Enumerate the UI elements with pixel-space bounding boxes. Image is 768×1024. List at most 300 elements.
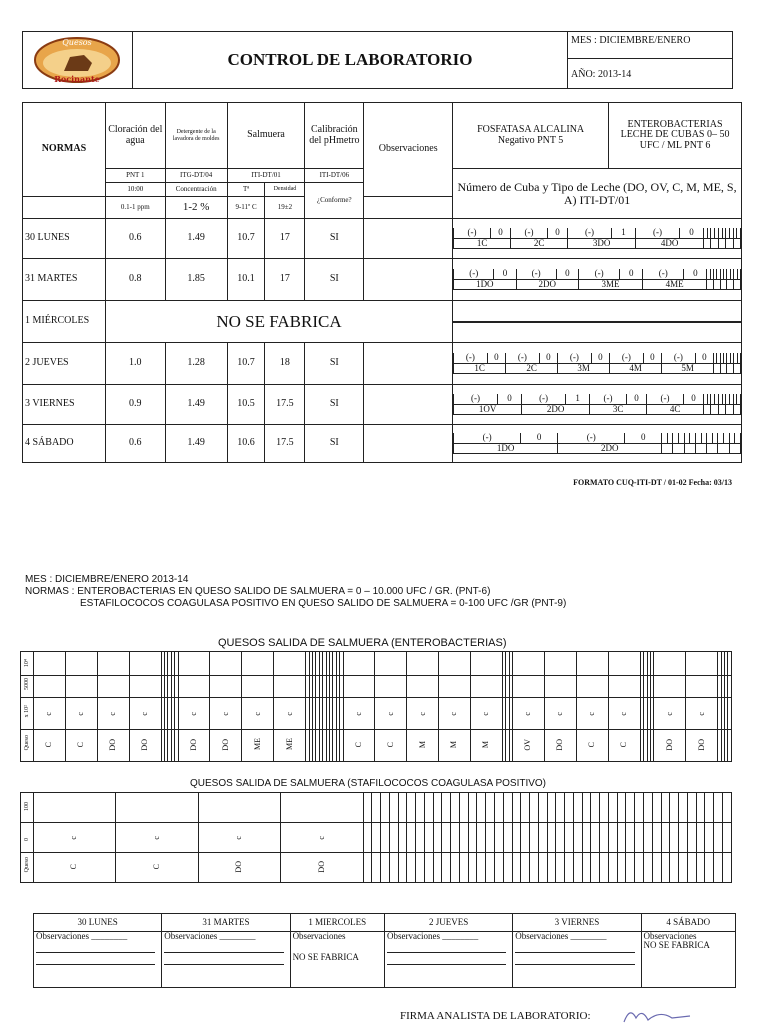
cuba-result <box>737 269 740 279</box>
temp-value: 10.7 <box>227 343 265 385</box>
col-salmuera: Salmuera <box>227 103 305 169</box>
grid-cell <box>471 652 503 676</box>
cuba-id <box>684 443 695 453</box>
grid-cell <box>626 853 635 883</box>
grid-cell <box>722 853 731 883</box>
grid-cell <box>714 823 723 853</box>
observacion-cell <box>364 259 453 301</box>
grid-cell <box>389 823 398 853</box>
grid-row-label: 100 <box>21 793 34 823</box>
cuba-result: (-) <box>578 269 619 279</box>
grid-cell <box>556 823 565 853</box>
grid-cell: C <box>375 730 407 762</box>
grid-cell <box>626 823 635 853</box>
observacion-cell <box>364 385 453 425</box>
cuba-id <box>726 238 733 248</box>
cuba-id <box>729 443 740 453</box>
cuba-result: (-) <box>454 353 488 363</box>
grid-row-label: Queso <box>21 730 34 762</box>
cuba-result: 0 <box>679 228 703 238</box>
cuba-result: (-) <box>522 394 566 404</box>
grid-cell <box>661 823 670 853</box>
grid-cell <box>274 676 306 698</box>
cuba-id <box>549 321 581 322</box>
grid-cell <box>538 823 547 853</box>
cuba-result: (-) <box>568 228 612 238</box>
grid-cell <box>503 823 512 853</box>
observacion-cell <box>364 219 453 259</box>
grid-cell <box>635 793 644 823</box>
cuba-result: (-) <box>516 269 556 279</box>
grid-cell <box>468 793 477 823</box>
cuba-result: (-) <box>454 269 494 279</box>
cuba-id: 2DO <box>558 443 662 453</box>
day-label: 3 VIERNES <box>23 385 106 425</box>
grid-cell <box>705 793 714 823</box>
grid-cell <box>679 853 688 883</box>
grid-cell <box>705 823 714 853</box>
grid-cell: c <box>242 698 274 730</box>
grid-cell <box>617 793 626 823</box>
grid-cell <box>652 853 661 883</box>
col-cloracion: Cloración del agua <box>105 103 165 169</box>
grid-cell <box>424 793 433 823</box>
cuba-result: (-) <box>558 353 592 363</box>
company-logo <box>22 31 133 89</box>
obs-cell <box>513 932 641 988</box>
day-label: 31 MARTES <box>23 259 106 301</box>
cuba-id <box>517 321 549 322</box>
grid-cell <box>486 823 495 853</box>
densidad-value: 17.5 <box>265 385 305 425</box>
day-label: 4 SÁBADO <box>23 425 106 463</box>
cuba-id <box>718 404 725 414</box>
grid-cell <box>468 823 477 853</box>
grid-cell <box>34 652 66 676</box>
day-label: 30 LUNES <box>23 219 106 259</box>
grid-cell <box>545 676 577 698</box>
cuba-result: 0 <box>556 269 578 279</box>
grid-cell <box>451 823 460 853</box>
ppm: 0.1-1 ppm <box>105 197 165 219</box>
day-row <box>23 219 742 259</box>
grid-cell: M <box>407 730 439 762</box>
grid-cell <box>513 652 545 676</box>
grid-cell <box>556 793 565 823</box>
normas-line-2: ESTAFILOCOCOS COAGULASA POSITIVO EN QUESO SALIDO DE SALMUERA = 0-100 UFC /GR (PNT-9) <box>80 598 567 609</box>
grid-cell <box>582 793 591 823</box>
grid-cell <box>451 793 460 823</box>
grid-cell <box>513 676 545 698</box>
formato-code: FORMATO CUQ-ITI-DT / 01-02 Fecha: 03/13 <box>573 478 732 487</box>
grid-cell: c <box>654 698 686 730</box>
grid-cell <box>521 793 530 823</box>
grid-cell <box>728 698 732 730</box>
cuba-result: (-) <box>643 269 684 279</box>
cuba-id <box>704 404 711 414</box>
detergente-value: 1.49 <box>165 425 227 463</box>
cuba-id: 4C <box>647 404 704 414</box>
grid-cell <box>65 676 97 698</box>
cuba-id: 4M <box>610 363 662 373</box>
grid-cell <box>722 793 731 823</box>
cuba-id <box>720 279 727 289</box>
cuba-id <box>711 238 718 248</box>
grid-cell <box>714 853 723 883</box>
grid-row-label: 5000 <box>21 676 34 698</box>
grid-cell <box>65 652 97 676</box>
temp-header: Tª <box>227 183 265 197</box>
pnt1: PNT 1 <box>105 169 165 183</box>
grid-cell <box>459 823 468 853</box>
densidad-value: 17 <box>265 259 305 301</box>
cuba-id: 2DO <box>522 404 590 414</box>
obs-day: 1 MIERCOLES <box>290 914 384 932</box>
grid-cell <box>512 823 521 853</box>
cuba-grid-cell <box>453 259 742 301</box>
cuba-id: 1C <box>454 363 506 373</box>
grid-cell: c <box>686 698 718 730</box>
grid-cell: c <box>34 698 66 730</box>
cuba-grid-cell <box>453 385 742 425</box>
grid-cell <box>547 793 556 823</box>
grid-cell <box>407 823 416 853</box>
cuba-id: 3C <box>590 404 647 414</box>
cuba-id <box>581 321 613 322</box>
grid-cell <box>407 793 416 823</box>
grid-cell: DO <box>198 853 280 883</box>
day-row <box>23 301 742 343</box>
grid-cell: c <box>210 698 242 730</box>
cuba-result: (-) <box>636 228 680 238</box>
grid-cell <box>728 676 732 698</box>
col-observaciones: Observaciones <box>364 103 453 197</box>
obs-cell <box>384 932 512 988</box>
grid-cell <box>591 793 600 823</box>
grid-cell <box>608 652 640 676</box>
cuba-id: 4DO <box>636 238 704 248</box>
grid-cell <box>644 793 653 823</box>
grid-cell <box>577 676 609 698</box>
concentracion: Concentración <box>165 183 227 197</box>
grid-cell <box>433 793 442 823</box>
grid-cell <box>714 793 723 823</box>
itg: ITG-DT/04 <box>165 169 227 183</box>
grid-cell <box>547 853 556 883</box>
grid-cell <box>471 676 503 698</box>
grid-cell <box>600 823 609 853</box>
normas-header: NORMAS <box>23 103 106 197</box>
cloracion-value: 0.6 <box>105 425 165 463</box>
observaciones-table <box>33 913 736 988</box>
grid-cell <box>530 823 539 853</box>
grid-row-label: x 10² <box>21 698 34 730</box>
signature <box>620 1004 700 1024</box>
iti06: ITI-DT/06 <box>305 169 364 183</box>
grid-cell <box>486 853 495 883</box>
grid-cell <box>451 853 460 883</box>
grid-cell <box>442 823 451 853</box>
grid-cell <box>459 853 468 883</box>
grid-cell <box>722 823 731 853</box>
obs-no-fabrica: NO SE FABRICA <box>292 952 359 963</box>
grid-cell <box>686 676 718 698</box>
grid-cell <box>389 793 398 823</box>
grid-cell <box>459 793 468 823</box>
grid-cell: DO <box>129 730 161 762</box>
grid-cell <box>433 823 442 853</box>
conforme: ¿Conforme? <box>305 183 364 219</box>
grid-cell: c <box>407 698 439 730</box>
obs-day: 2 JUEVES <box>384 914 512 932</box>
calibracion-value: SI <box>305 425 364 463</box>
grid-cell <box>654 676 686 698</box>
grid-cell: DO <box>178 730 210 762</box>
cuba-result: 0 <box>695 353 713 363</box>
control-table <box>22 102 742 463</box>
cuba-id <box>727 363 734 373</box>
grid-cell <box>545 652 577 676</box>
grid-cell <box>178 676 210 698</box>
obs-label: Observaciones ________ <box>164 931 256 941</box>
cuba-id: 3ME <box>578 279 642 289</box>
grid-cell <box>398 853 407 883</box>
cuba-id: 3M <box>558 363 610 373</box>
grid-cell <box>389 853 398 883</box>
grid-cell <box>210 676 242 698</box>
grid-cell: c <box>281 823 363 853</box>
grid-cell <box>116 793 198 823</box>
cuba-result: 0 <box>547 228 567 238</box>
grid-cell <box>274 652 306 676</box>
col-calibracion: Calibración del pHmetro <box>305 103 364 169</box>
temp-value: 10.6 <box>227 425 265 463</box>
cuba-id: 1DO <box>454 279 516 289</box>
enterobacterias-grid <box>20 651 732 762</box>
cuba-id <box>707 443 718 453</box>
header-month-box <box>567 31 733 89</box>
cuba-id <box>707 279 714 289</box>
day-row <box>23 425 742 463</box>
grid-cell <box>129 652 161 676</box>
grid-cell <box>439 652 471 676</box>
cuba-id: 4ME <box>643 279 707 289</box>
cuba-grid-cell <box>453 301 742 343</box>
cuba-result: (-) <box>511 228 548 238</box>
cuba-id <box>726 404 733 414</box>
grid-cell <box>521 853 530 883</box>
grid-cell <box>728 652 732 676</box>
cuba-result: (-) <box>506 353 540 363</box>
cuba-id <box>704 238 711 248</box>
grid-cell <box>97 676 129 698</box>
page-title: CONTROL DE LABORATORIO <box>227 50 473 69</box>
grid1-title: QUESOS SALIDA DE SALMUERA (ENTEROBACTERIAS) <box>218 637 507 649</box>
grid-cell <box>626 793 635 823</box>
cuba-id <box>733 404 740 414</box>
obs-label: Observaciones ________ <box>386 931 479 941</box>
grid-cell: DO <box>654 730 686 762</box>
grid-cell <box>573 823 582 853</box>
cuba-id <box>734 279 741 289</box>
grid-cell <box>547 823 556 853</box>
cuba-id <box>734 363 741 373</box>
detergente-value: 1.28 <box>165 343 227 385</box>
grid-cell <box>600 793 609 823</box>
cuba-result: 0 <box>497 394 521 404</box>
grid-cell: C <box>116 853 198 883</box>
grid-cell <box>644 823 653 853</box>
cuba-result: (-) <box>662 353 696 363</box>
grid-cell <box>407 853 416 883</box>
cuba-result: 0 <box>539 353 557 363</box>
grid-cell <box>210 652 242 676</box>
obs-day: 31 MARTES <box>162 914 290 932</box>
cuba-result: 0 <box>490 228 510 238</box>
grid-row-label: 10⁴ <box>21 652 34 676</box>
grid-cell <box>416 823 425 853</box>
cuba-id <box>645 321 677 322</box>
grid-cell <box>512 853 521 883</box>
col-detergente: Detergente de la lavadora de moldes <box>165 103 227 169</box>
grid-cell <box>503 793 512 823</box>
grid-cell <box>503 853 512 883</box>
grid-cell <box>670 823 679 853</box>
grid-cell <box>652 823 661 853</box>
grid-cell <box>512 793 521 823</box>
cuba-grid-cell <box>453 343 742 385</box>
iti01: ITI-DT/01 <box>227 169 305 183</box>
grid-cell: c <box>129 698 161 730</box>
cuba-id <box>711 404 718 414</box>
grid-cell: DO <box>545 730 577 762</box>
pct: 1-2 % <box>165 197 227 219</box>
cuba-result: 0 <box>625 433 662 443</box>
obs-label: Observaciones ________ <box>515 931 607 941</box>
grid-cell: c <box>439 698 471 730</box>
grid-cell: C <box>65 730 97 762</box>
temp-value: 10.7 <box>227 219 265 259</box>
grid-cell: c <box>343 698 375 730</box>
cuba-result: (-) <box>454 394 498 404</box>
cuba-id <box>662 443 673 453</box>
grid-cell <box>372 823 381 853</box>
grid-cell <box>407 676 439 698</box>
cuba-id: 1OV <box>454 404 522 414</box>
detergente-value: 1.49 <box>165 385 227 425</box>
day-row <box>23 385 742 425</box>
svg-text:Quesos: Quesos <box>62 38 92 47</box>
cuba-result: 0 <box>521 433 558 443</box>
grid-cell <box>696 823 705 853</box>
cuba-result: 0 <box>620 269 643 279</box>
grid-cell <box>494 793 503 823</box>
grid-cell <box>34 793 116 823</box>
grid-cell <box>696 853 705 883</box>
cuba-id <box>454 321 486 322</box>
cuba-id <box>733 238 740 248</box>
grid-cell: c <box>513 698 545 730</box>
grid-cell <box>442 853 451 883</box>
grid-cell <box>661 853 670 883</box>
cuba-grid-cell <box>453 425 742 463</box>
cloracion-value: 0.8 <box>105 259 165 301</box>
grid-cell <box>635 853 644 883</box>
grid-cell: ME <box>274 730 306 762</box>
cuba-id <box>713 279 720 289</box>
cuba-id <box>673 443 684 453</box>
cuba-id <box>677 321 709 322</box>
grid-row-label: 0 <box>21 823 34 853</box>
grid-cell <box>129 676 161 698</box>
obs-no-fabrica: NO SE FABRICA <box>643 940 710 951</box>
cuba-id <box>718 443 729 453</box>
observacion-cell <box>364 343 453 385</box>
grid-cell <box>477 853 486 883</box>
grid-cell <box>477 793 486 823</box>
temp-value: 10.1 <box>227 259 265 301</box>
grid-cell <box>617 853 626 883</box>
cuba-result <box>737 394 741 404</box>
grid-cell <box>530 793 539 823</box>
cuba-result: (-) <box>454 433 521 443</box>
grid-cell <box>407 652 439 676</box>
grid-cell <box>565 853 574 883</box>
calibracion-value: SI <box>305 343 364 385</box>
cuba-grid-cell <box>453 219 742 259</box>
cuba-id: 2C <box>511 238 568 248</box>
grid-cell <box>363 823 372 853</box>
grid-cell: C <box>343 730 375 762</box>
normas-block <box>25 574 566 610</box>
grid-cell: DO <box>97 730 129 762</box>
grid-cell: c <box>375 698 407 730</box>
detergente-value: 1.49 <box>165 219 227 259</box>
grid-cell <box>398 823 407 853</box>
obs-cell <box>34 932 162 988</box>
grid-cell: c <box>178 698 210 730</box>
grid-cell <box>442 793 451 823</box>
cuba-id <box>695 443 706 453</box>
cuba-id: 1C <box>454 238 511 248</box>
cuba-result: 1 <box>611 228 635 238</box>
dens-range: 19±2 <box>265 197 305 219</box>
grid-cell <box>687 823 696 853</box>
grid-cell <box>398 793 407 823</box>
grid-cell: c <box>545 698 577 730</box>
grid-cell: C <box>34 853 116 883</box>
grid-cell: C <box>608 730 640 762</box>
obs-cell <box>290 932 384 988</box>
grid-cell <box>486 793 495 823</box>
cuba-id <box>727 279 734 289</box>
grid-cell <box>608 823 617 853</box>
densidad-value: 18 <box>265 343 305 385</box>
densidad-header: Densidad <box>265 183 305 197</box>
grid-cell <box>687 793 696 823</box>
obs-cell <box>641 932 735 988</box>
day-row <box>23 343 742 385</box>
grid-cell <box>670 793 679 823</box>
grid-cell: OV <box>513 730 545 762</box>
grid-cell <box>439 676 471 698</box>
grid-cell <box>608 793 617 823</box>
cuba-id <box>720 363 727 373</box>
grid-cell <box>424 823 433 853</box>
obs-day: 4 SÁBADO <box>641 914 735 932</box>
grid-cell <box>635 823 644 853</box>
grid-cell: DO <box>281 853 363 883</box>
